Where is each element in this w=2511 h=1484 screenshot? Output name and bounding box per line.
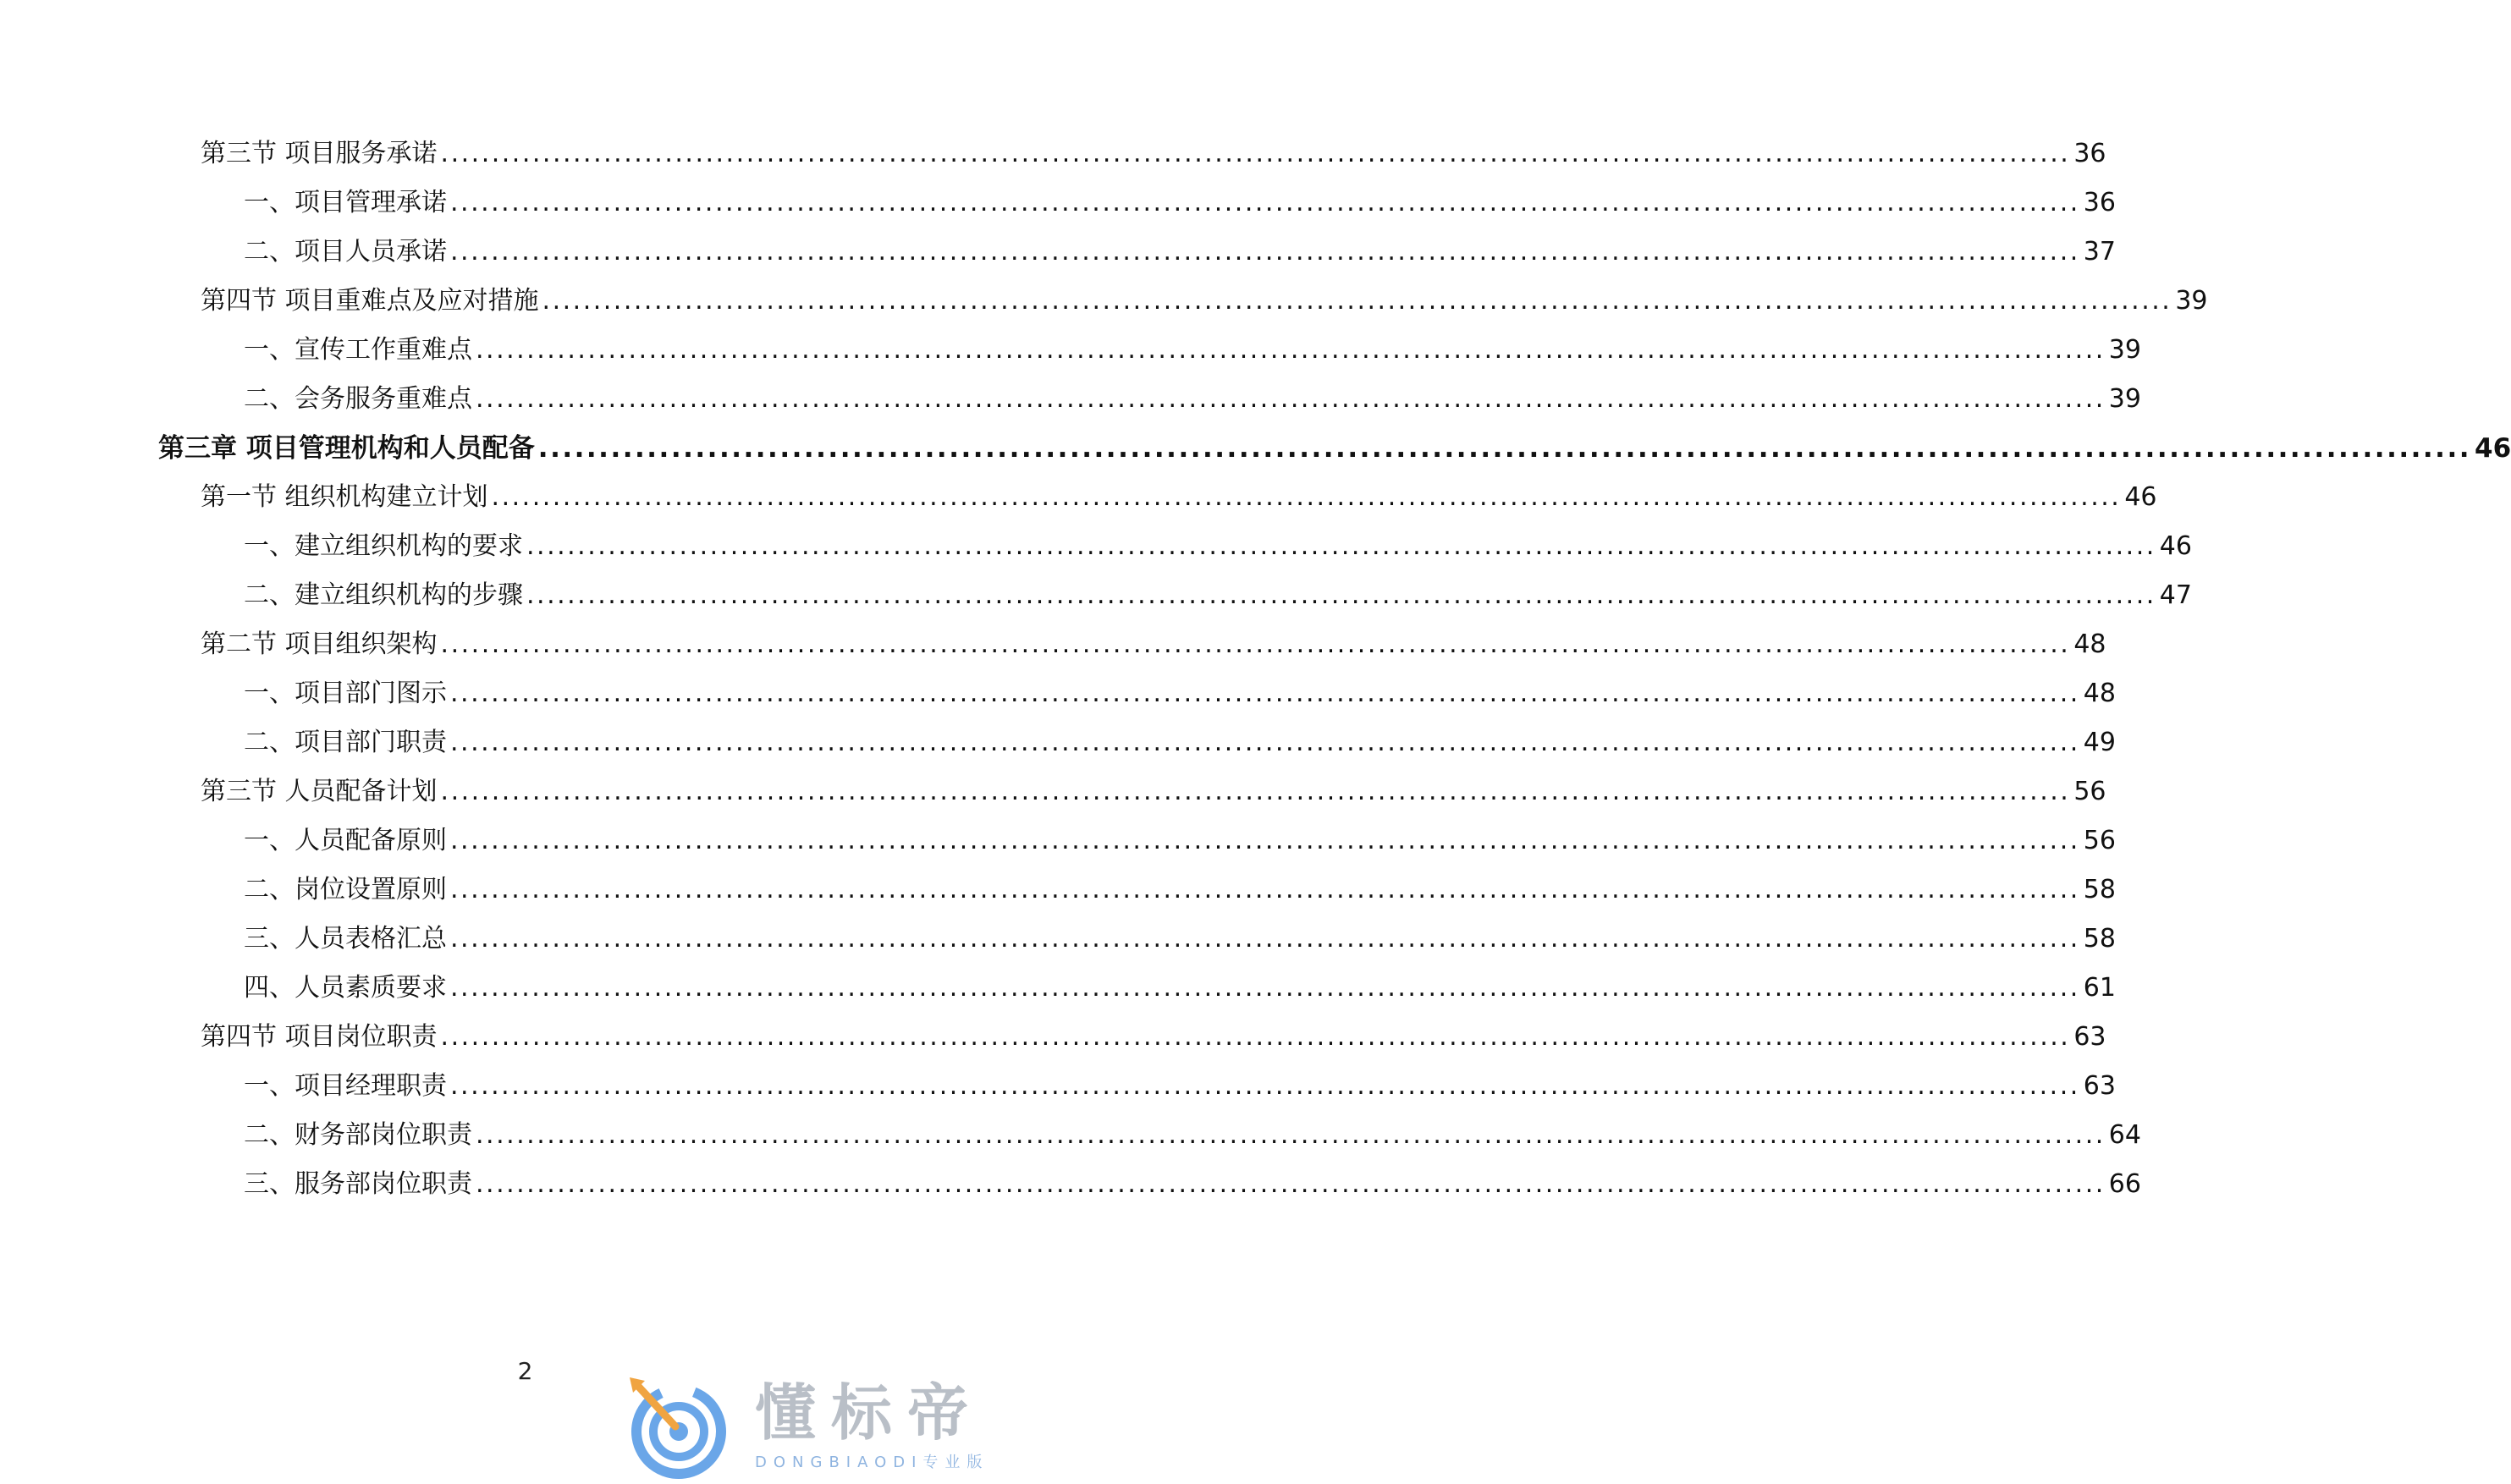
toc-entry-page: 61 <box>2083 973 2116 1003</box>
toc-entry-page: 63 <box>2083 1071 2116 1101</box>
toc-entry-title: 二、项目部门职责 <box>244 728 447 757</box>
toc-dot-leader: ................................................................................................................................................................ <box>440 139 2071 168</box>
toc-dot-leader: ................................................................................................................................................................ <box>440 629 2071 659</box>
toc-entry[interactable] <box>244 675 2116 712</box>
toc-entry-page: 63 <box>2073 1022 2106 1052</box>
toc-entry-title: 一、项目部门图示 <box>244 679 447 708</box>
toc-entry-title: 四、人员素质要求 <box>244 973 447 1003</box>
toc-entry[interactable] <box>201 479 2157 516</box>
toc-entry-page: 49 <box>2083 728 2116 757</box>
toc-entry-page: 39 <box>2108 335 2141 365</box>
toc-dot-leader: ................................................................................................................................................................ <box>537 433 2472 464</box>
toc-entry-page: 46 <box>2159 531 2192 561</box>
toc-entry-title: 一、宣传工作重难点 <box>244 335 472 365</box>
toc-entry-page: 66 <box>2108 1169 2141 1199</box>
toc-entry-page: 39 <box>2175 286 2208 316</box>
toc-dot-leader: ................................................................................................................................................................ <box>542 286 2172 316</box>
toc-entry-title: 第三章 项目管理机构和人员配备 <box>158 433 535 464</box>
watermark-subtitle: DONGBIAODI专业版 <box>755 1454 989 1471</box>
toc-entry-page: 47 <box>2159 580 2192 610</box>
toc-entry-page: 48 <box>2083 679 2116 708</box>
toc-entry[interactable] <box>244 871 2116 909</box>
toc-dot-leader: ................................................................................................................................................................ <box>450 826 2080 855</box>
toc-dot-leader: ................................................................................................................................................................ <box>526 531 2156 561</box>
toc-entry-page: 37 <box>2083 237 2116 267</box>
toc-entry-page: 36 <box>2073 139 2106 168</box>
toc-entry-page: 58 <box>2083 924 2116 954</box>
toc-entry-page: 39 <box>2108 384 2141 414</box>
toc-entry-title: 第二节 项目组织架构 <box>201 629 438 659</box>
toc-dot-leader: ................................................................................................................................................................ <box>440 777 2071 806</box>
toc-entry-page: 56 <box>2083 826 2116 855</box>
toc-dot-leader: ................................................................................................................................................................ <box>476 384 2106 414</box>
toc-entry[interactable] <box>244 822 2116 860</box>
toc-entry-page: 36 <box>2083 188 2116 217</box>
toc-entry-title: 第一节 组织机构建立计划 <box>201 482 488 512</box>
toc-entry-title: 一、项目经理职责 <box>244 1071 447 1101</box>
toc-entry[interactable] <box>244 381 2141 418</box>
toc-entry[interactable] <box>201 283 2208 320</box>
toc-entry[interactable] <box>244 332 2141 369</box>
toc-entry-page: 48 <box>2073 629 2106 659</box>
toc-entry-page: 64 <box>2108 1120 2141 1150</box>
toc-dot-leader: ................................................................................................................................................................ <box>450 875 2080 904</box>
toc-entry-title: 二、岗位设置原则 <box>244 875 447 904</box>
toc-entry-page: 56 <box>2073 777 2106 806</box>
toc-entry[interactable] <box>244 724 2116 761</box>
toc-dot-leader: ................................................................................................................................................................ <box>450 924 2080 954</box>
toc-dot-leader: ................................................................................................................................................................ <box>450 237 2080 267</box>
toc-entry-title: 一、人员配备原则 <box>244 826 447 855</box>
toc-dot-leader: ................................................................................................................................................................ <box>440 1022 2071 1052</box>
target-arrow-logo-icon <box>626 1377 728 1479</box>
toc-dot-leader: ................................................................................................................................................................ <box>450 188 2080 217</box>
toc-dot-leader: ................................................................................................................................................................ <box>491 482 2122 512</box>
toc-entry[interactable] <box>244 184 2116 222</box>
toc-entry-page: 46 <box>2124 482 2157 512</box>
toc-dot-leader: ................................................................................................................................................................ <box>450 1071 2080 1101</box>
toc-entry-title: 三、人员表格汇总 <box>244 924 447 954</box>
toc-entry-title: 三、服务部岗位职责 <box>244 1169 472 1199</box>
page-number: 2 <box>517 1357 533 1385</box>
toc-entry-title: 第四节 项目岗位职责 <box>201 1022 438 1052</box>
toc-entry[interactable] <box>244 1166 2141 1203</box>
toc-entry[interactable] <box>201 773 2106 811</box>
toc-entry[interactable] <box>244 528 2192 565</box>
toc-entry-title: 第三节 项目服务承诺 <box>201 139 438 168</box>
toc-entry-title: 二、财务部岗位职责 <box>244 1120 472 1150</box>
toc-entry-title: 第四节 项目重难点及应对措施 <box>201 286 539 316</box>
toc-entry[interactable] <box>201 1019 2106 1056</box>
toc-entry-title: 一、建立组织机构的要求 <box>244 531 523 561</box>
toc-entry-title: 二、会务服务重难点 <box>244 384 472 414</box>
toc-chapter-entry[interactable] <box>158 430 2511 467</box>
toc-dot-leader: ................................................................................................................................................................ <box>526 580 2156 610</box>
toc-entry[interactable] <box>244 577 2192 614</box>
toc-dot-leader: ................................................................................................................................................................ <box>476 335 2106 365</box>
toc-entry-page: 58 <box>2083 875 2116 904</box>
toc-entry[interactable] <box>244 234 2116 271</box>
toc-entry[interactable] <box>201 135 2106 173</box>
toc-dot-leader: ................................................................................................................................................................ <box>476 1120 2106 1150</box>
toc-entry-title: 二、建立组织机构的步骤 <box>244 580 523 610</box>
toc-entry-page: 46 <box>2475 433 2511 464</box>
toc-dot-leader: ................................................................................................................................................................ <box>450 728 2080 757</box>
toc-entry-title: 二、项目人员承诺 <box>244 237 447 267</box>
toc-entry-title: 第三节 人员配备计划 <box>201 777 438 806</box>
toc-dot-leader: ................................................................................................................................................................ <box>476 1169 2106 1199</box>
toc-entry[interactable] <box>201 626 2106 663</box>
toc-entry[interactable] <box>244 970 2116 1007</box>
toc-dot-leader: ................................................................................................................................................................ <box>450 679 2080 708</box>
toc-dot-leader: ................................................................................................................................................................ <box>450 973 2080 1003</box>
toc-entry-title: 一、项目管理承诺 <box>244 188 447 217</box>
toc-entry[interactable] <box>244 1068 2116 1105</box>
toc-entry[interactable] <box>244 1117 2141 1154</box>
watermark <box>626 1377 1041 1479</box>
toc-entry[interactable] <box>244 921 2116 958</box>
watermark-brand-name: 懂标帝 <box>755 1377 984 1448</box>
